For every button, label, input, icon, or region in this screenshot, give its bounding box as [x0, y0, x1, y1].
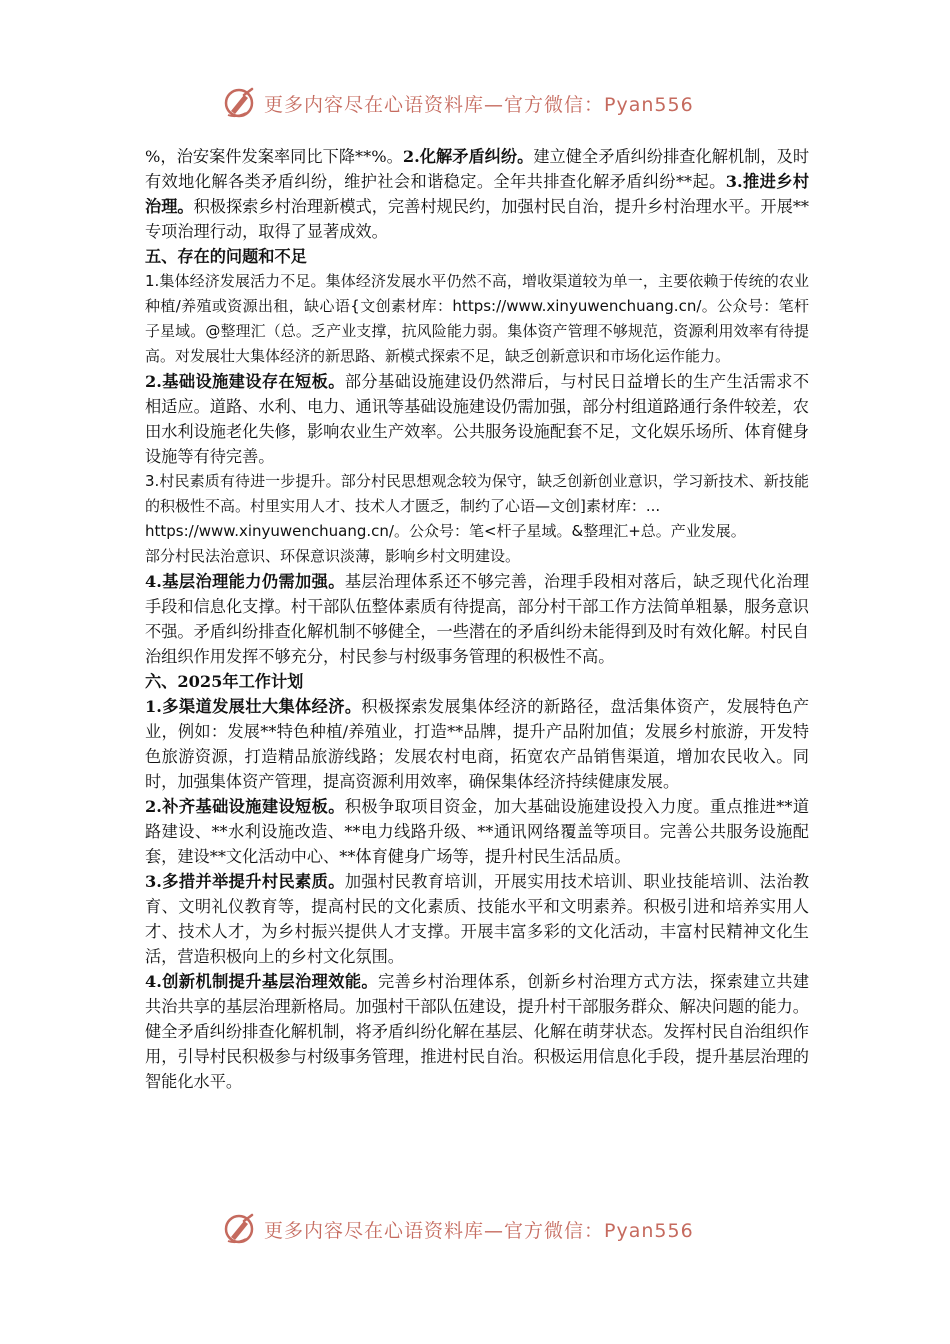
paragraph: 3.村民素质有待进一步提升。部分村民思想观念较为保守，缺乏创新创业意识，学习新技术、新技能的积极性不高。村里实用人才、技术人才匮乏，制约了心语—文创]素材库：... https://www.xinyuwenchuang.cn/。公众号：笔<杆子星域。&整理汇+总。产业发展。 部分村民法治意识、环保意识淡薄，影响乡村文明建设。	[145, 472, 809, 565]
paragraph: 2.补齐基础设施建设短板。积极争取项目资金，加大基础设施建设投入力度。重点推进**道路建设、**水利设施改造、**电力线路升级、**通讯网络覆盖等项目。完善公共服务设施配套，建设**文化活动中心、**体育健身广场等，提升村民生活品质。	[145, 797, 810, 866]
paragraph: 1.多渠道发展壮大集体经济。积极探索发展集体经济的新路径，盘活集体资产，发展特色产业，例如：发展**特色种植/养殖业，打造**品牌，提升产品附加值；发展乡村旅游，开发特色旅游资源，打造精品旅游线路；发展农村电商，拓宽农产品销售渠道，增加农民收入。同时，加强集体资产管理，提高资源利用效率，确保集体经济持续健康发展。	[145, 697, 810, 791]
footer-banner	[222, 1209, 694, 1249]
paragraph: 4.创新机制提升基层治理效能。完善乡村治理体系，创新乡村治理方式方法，探索建立共建共治共享的基层治理新格局。加强村干部队伍建设，提升村干部服务群众、解决问题的能力。健全矛盾纠纷排查化解机制，将矛盾纠纷化解在基层、化解在萌芽状态。发挥村民自治组织作用，引导村民积极参与村级事务管理，推进村民自治。积极运用信息化手段，提升基层治理的智能化水平。	[145, 972, 810, 1091]
paragraph: 1.集体经济发展活力不足。集体经济发展水平仍然不高，增收渠道较为单一，主要依赖于传统的农业种植/养殖或资源出租，缺心语{文创素材库：https://www.xinyuwenchuang.cn/。公众号：笔杆子星域。@整理汇（总。乏产业支撑，抗风险能力弱。集体资产管理不够规范，资源利用效率有待提高。对发展壮大集体经济的新思路、新模式探索不足，缺乏创新意识和市场化运作能力。	[145, 272, 809, 365]
banner-text: 更多内容尽在心语资料库—官方微信：Pyan556	[264, 93, 694, 116]
banner-text: 更多内容尽在心语资料库—官方微信：Pyan556	[264, 1219, 694, 1242]
pen-logo-icon	[222, 85, 258, 121]
section-heading: 六、2025年工作计划	[145, 672, 304, 691]
paragraph: %，治安案件发案率同比下降**%。2.化解矛盾纠纷。建立健全矛盾纠纷排查化解机制，及时有效地化解各类矛盾纠纷，维护社会和谐稳定。全年共排查化解矛盾纠纷**起。3.推进乡村治理。积极探索乡村治理新模式，完善村规民约，加强村民自治，提升乡村治理水平。开展**专项治理行动，取得了显著成效。	[145, 147, 810, 241]
paragraph: 4.基层治理能力仍需加强。基层治理体系还不够完善，治理手段相对落后，缺乏现代化治理手段和信息化支撑。村干部队伍整体素质有待提高，部分村干部工作方法简单粗暴，服务意识不强。矛盾纠纷排查化解机制不够健全，一些潜在的矛盾纠纷未能得到及时有效化解。村民自治组织作用发挥不够充分，村民参与村级事务管理的积极性不高。	[145, 572, 810, 666]
header-banner	[222, 83, 694, 123]
paragraph: 2.基础设施建设存在短板。部分基础设施建设仍然滞后，与村民日益增长的生产生活需求不相适应。道路、水利、电力、通讯等基础设施建设仍需加强，部分村组道路通行条件较差，农田水利设施老化失修，影响农业生产效率。公共服务设施配套不足，文化娱乐场所、体育健身设施等有待完善。	[145, 372, 810, 466]
pen-logo-icon	[222, 1211, 258, 1247]
document-body	[145, 144, 809, 1094]
paragraph: 3.多措并举提升村民素质。加强村民教育培训，开展实用技术培训、职业技能培训、法治教育、文明礼仪教育等，提高村民的文化素质、技能水平和文明素养。积极引进和培养实用人才、技术人才，为乡村振兴提供人才支撑。开展丰富多彩的文化活动，丰富村民精神文化生活，营造积极向上的乡村文化氛围。	[145, 872, 810, 966]
section-heading: 五、存在的问题和不足	[145, 247, 307, 266]
